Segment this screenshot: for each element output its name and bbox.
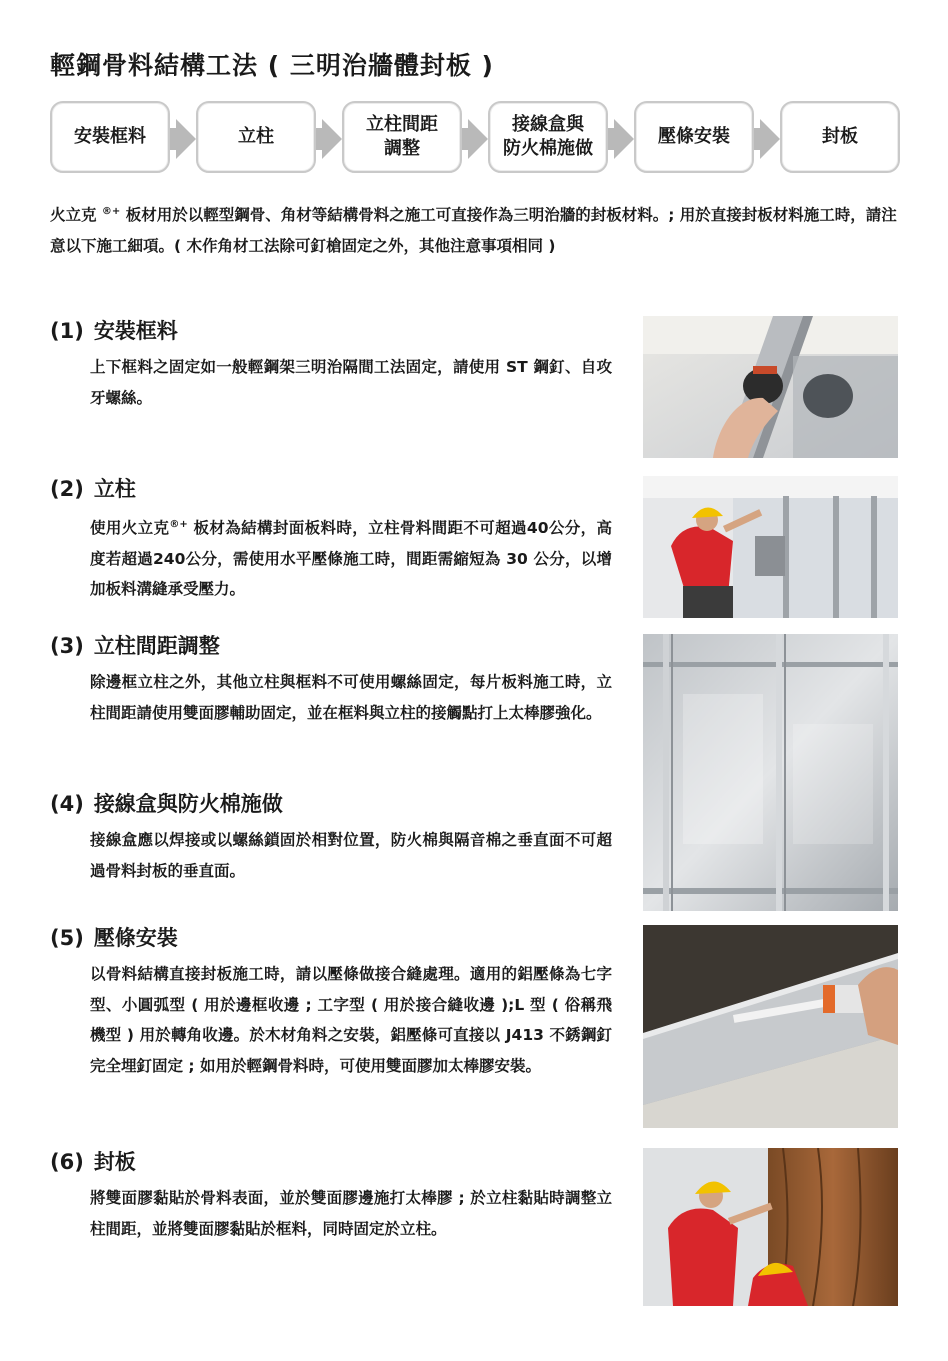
section-stud-spacing [50, 631, 620, 728]
section-strip-install [50, 923, 620, 1081]
section-title: (4) 接線盒與防火棉施做 [50, 792, 283, 816]
section-title: (3) 立柱間距調整 [50, 634, 220, 658]
section-body: 將雙面膠黏貼於骨料表面，並於雙面膠邊施打太棒膠 ; 於立柱黏貼時調整立柱間距，並將雙面膠黏貼於框料，同時固定於立柱。 [90, 1189, 612, 1238]
flow-arrow-icon [614, 119, 634, 159]
process-flow [50, 101, 900, 177]
photo-drill-frame [643, 316, 898, 458]
flow-step-strip: 壓條安裝 [634, 101, 754, 173]
photo-glue-strip [643, 925, 898, 1128]
section-title: (2) 立柱 [50, 477, 136, 501]
flow-step-junction-box: 接線盒與 防火棉施做 [488, 101, 608, 173]
intro-text: 板材用於以輕型鋼骨、角材等結構骨料之施工可直接作為三明治牆的封板材料。; 用於直接封板材料施工時，請注意以下施工細項。( 木作角材工法除可釘槍固定之外，其他注意事項相同 ) [50, 206, 897, 255]
section-junction-box [50, 789, 620, 886]
section-body: 以骨料結構直接封板施工時，請以壓條做接合縫處理。適用的鋁壓條為七字型、小圓弧型 ( 用於邊框收邊 ; 工字型 ( 用於接合縫收邊 );L 型 ( 俗稱飛機型 ) 用於轉角收邊。於木材角料之安裝，鋁壓條可直接以 J413 不銹鋼釘完全埋釘固定 ; 如用於輕鋼骨料時，可使用雙面膠加太棒膠安裝。 [90, 965, 612, 1075]
section-title: (5) 壓條安裝 [50, 926, 178, 950]
section-seal-board [50, 1147, 620, 1244]
flow-step-install-frame: 安裝框料 [50, 101, 170, 173]
flow-arrow-icon [468, 119, 488, 159]
photo-workers-seal-board [643, 1148, 898, 1306]
flow-arrow-icon [176, 119, 196, 159]
section-body: 接線盒應以焊接或以螺絲鎖固於相對位置，防火棉與隔音棉之垂直面不可超過骨料封板的垂直面。 [90, 831, 612, 880]
flow-step-stud: 立柱 [196, 101, 316, 173]
flow-arrow-icon [760, 119, 780, 159]
registered-mark: ®+ [101, 206, 121, 217]
section-title: (6) 封板 [50, 1150, 136, 1174]
section-body: 除邊框立柱之外，其他立柱與框料不可使用螺絲固定，每片板料施工時，立柱間距請使用雙面膠輔助固定，並在框料與立柱的接觸點打上太棒膠強化。 [90, 673, 612, 722]
section-stud [50, 474, 620, 605]
section-body: 上下框料之固定如一般輕鋼架三明治隔間工法固定，請使用 ST 鋼釘、自攻牙螺絲。 [90, 358, 612, 407]
flow-arrow-icon [322, 119, 342, 159]
page-title: 輕鋼骨料結構工法 ( 三明治牆體封板 ) [50, 51, 494, 80]
section-body: 使用火立克®+ 板材為結構封面板料時，立柱骨料間距不可超過40公分，高度若超過240公分，需使用水平壓條施工時，間距需縮短為 30 公分，以增加板料溝縫承受壓力。 [90, 519, 612, 598]
photo-worker-stud [643, 476, 898, 618]
flow-step-stud-spacing: 立柱間距 調整 [342, 101, 462, 173]
intro-paragraph [50, 196, 900, 262]
brand-name: 火立克 [50, 206, 97, 224]
section-title: (1) 安裝框料 [50, 319, 178, 343]
photo-stud-frame-wall [643, 634, 898, 911]
flow-step-seal-board: 封板 [780, 101, 900, 173]
section-install-frame [50, 316, 620, 413]
